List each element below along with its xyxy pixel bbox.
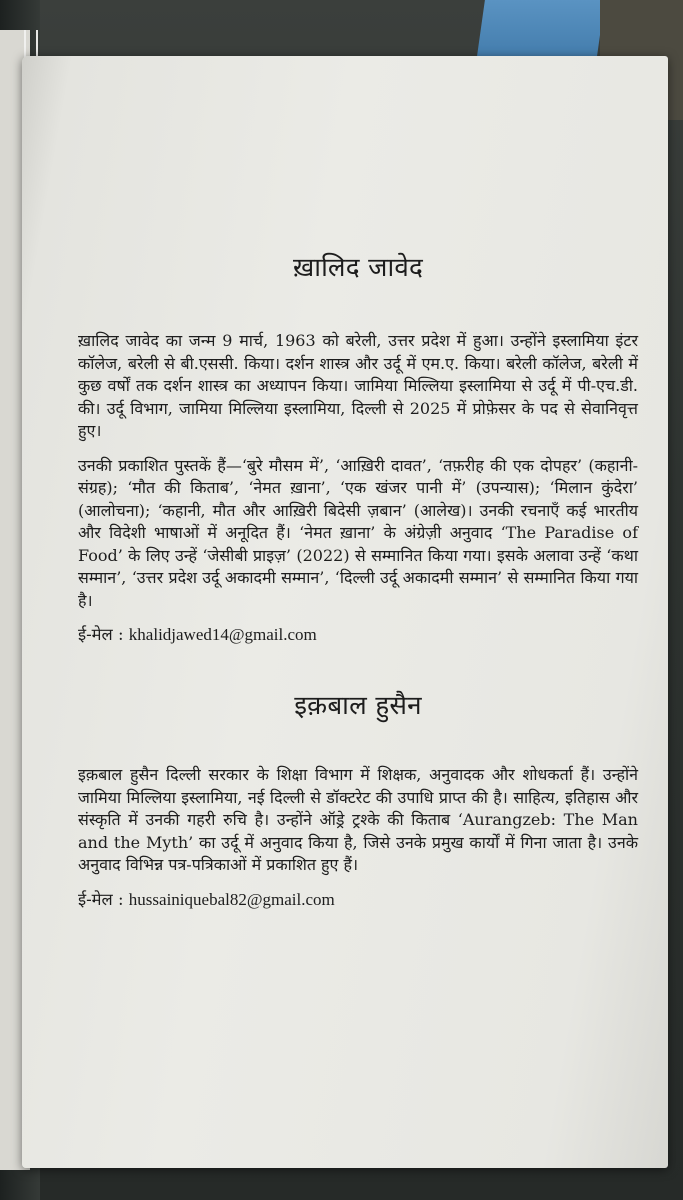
author-bio-khalid-jawed (78, 248, 638, 646)
section-heading: इक़बाल हुसैन (294, 691, 422, 721)
section-heading: ख़ालिद जावेद (292, 253, 424, 283)
email-line (78, 624, 638, 646)
page-content (78, 222, 638, 911)
bio-paragraph: इक़बाल हुसैन दिल्ली सरकार के शिक्षा विभाग में शिक्षक, अनुवादक और शोधकर्ता हैं। उन्होंने जामिया मिल्लिया इस्लामिया, नई दिल्ली से डॉक्टरेट की उपाधि प्राप्त की है। साहित्य, इतिहास और संस्कृति में उनकी गहरी रुचि है। उन्होंने ऑड्रे ट्रश्के की किताब ‘Aurangzeb: The Man and the Myth’ का उर्दू में अनुवाद किया है, जिसे उनके प्रमुख कार्यों में गिना जाता है। उनके अनुवाद विभिन्न पत्र-पत्रिकाओं में प्रकाशित हुए हैं। (78, 765, 638, 874)
translator-bio-iqbal-hussain (78, 686, 638, 911)
email-label: ई-मेल : (78, 625, 124, 644)
books-paragraph: उनकी प्रकाशित पुस्तकें हैं—‘बुरे मौसम में’, ‘आख़िरी दावत’, ‘तफ़रीह की एक दोपहर’ (कहानी-संग्रह); ‘मौत की किताब’, ‘नेमत ख़ाना’, ‘एक खंजर पानी में’ (उपन्यास); ‘मिलान कुंदेरा’ (आलोचना); ‘कहानी, मौत और आख़िरी बिदेसी ज़बान’ (आलेख)। उनकी रचनाएँ कई भारतीय और विदेशी भाषाओं में अनूदित हैं। ‘नेमत ख़ाना’ के अंग्रेज़ी अनुवाद ‘The Paradise of Food’ के लिए उन्हें ‘जेसीबी प्राइज़’ (2022) से सम्मानित किया गया। इसके अलावा उन्हें ‘कथा सम्मान’, ‘उत्तर प्रदेश उर्दू अकादमी सम्मान’, ‘दिल्ली उर्दू अकादमी सम्मान’ से सम्मानित किया गया है। (78, 455, 638, 610)
email-line (78, 889, 638, 911)
email-label: ई-मेल : (78, 889, 124, 909)
email-address: khalidjawed14@gmail.com (128, 625, 317, 644)
email-address: hussainiquebal82@gmail.com (128, 889, 335, 909)
bio-paragraph: ख़ालिद जावेद का जन्म 9 मार्च, 1963 को बरेली, उत्तर प्रदेश में हुआ। उन्होंने इस्लामिया इंटर कॉलेज, बरेली से बी.एससी. किया। दर्शन शास्त्र और उर्दू में एम.ए. किया। बरेली कॉलेज, बरेली में कुछ वर्षों तक दर्शन शास्त्र का अध्यापन किया। जामिया मिल्लिया इस्लामिया से उर्दू में पी-एच.डी. की। उर्दू विभाग, जामिया मिल्लिया इस्लामिया, दिल्ली से 2025 में प्रोफ़ेसर के पद से सेवानिवृत्त हुए। (78, 331, 638, 440)
